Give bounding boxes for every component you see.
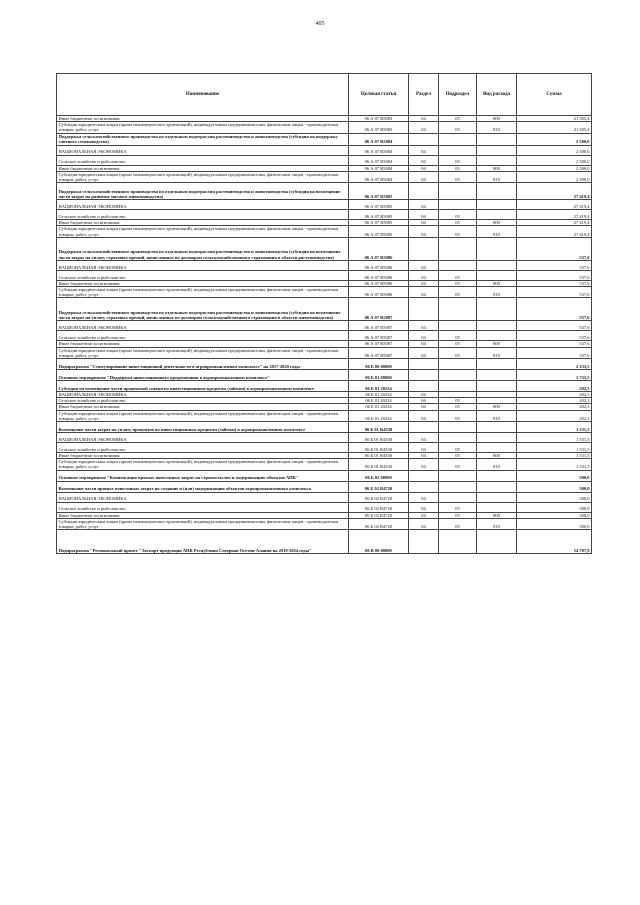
cell-expense-type: [477, 481, 517, 492]
cell-amount: 500,0: [517, 492, 592, 502]
cell-subsection: 05: [439, 280, 477, 286]
cell-expense-type: 810: [477, 459, 517, 470]
cell-expense-type: [477, 183, 517, 200]
cell-subsection: [439, 200, 477, 210]
cell-subsection: 05: [439, 512, 477, 518]
table-row: [57, 155, 592, 165]
cell-expense-type: 810: [477, 122, 517, 133]
cell-amount: 1 531,5: [517, 453, 592, 459]
cell-amount: 537,6: [517, 287, 592, 298]
cell-subsection: 05: [439, 453, 477, 459]
cell-target-article: 06 А 07 R5084: [349, 133, 409, 145]
cell-section: 04: [409, 260, 439, 270]
cell-section: [409, 381, 439, 392]
cell-subsection: [439, 422, 477, 433]
cell-section: [409, 298, 439, 321]
cell-expense-type: 800: [477, 220, 517, 226]
cell-section: [409, 237, 439, 260]
cell-target-article: 06 А 07 R5086: [349, 287, 409, 298]
column-header-target-article: Целевая статья: [349, 74, 409, 116]
cell-name: Субсидии юридическим лицам (кроме некоммерческих организаций), индивидуальным предпринимателям, физическим лицам - производителям товаров, работ, услуг: [57, 171, 349, 182]
cell-expense-type: 810: [477, 410, 517, 421]
cell-subsection: 05: [439, 155, 477, 165]
table-row: [57, 433, 592, 443]
cell-subsection: 05: [439, 347, 477, 358]
cell-subsection: 05: [439, 210, 477, 220]
cell-amount: 21 505,4: [517, 116, 592, 122]
table-row: [57, 492, 592, 502]
cell-target-article: 06 Б 01 R4330: [349, 422, 409, 433]
cell-target-article: 06 Б 02 00000: [349, 470, 409, 481]
cell-subsection: [439, 237, 477, 260]
cell-subsection: [439, 321, 477, 331]
cell-subsection: 05: [439, 443, 477, 453]
cell-subsection: 05: [439, 410, 477, 421]
cell-section: 04: [409, 200, 439, 210]
cell-target-article: 06 Б 00 00000: [349, 359, 409, 370]
cell-target-article: 06 Б 01 20234: [349, 404, 409, 410]
cell-expense-type: 810: [477, 287, 517, 298]
cell-target-article: 06 А 07 R5085: [349, 210, 409, 220]
cell-section: 04: [409, 210, 439, 220]
table-row: [57, 443, 592, 453]
table-row: [57, 210, 592, 220]
cell-amount: 537,6: [517, 331, 592, 341]
cell-section: 04: [409, 347, 439, 358]
cell-target-article: 06 А 07 R5087: [349, 298, 409, 321]
cell-name: Подпрограмма "Стимулирование инвестиционной деятельности в агропромышленном комплексе" на 2017-2020 годы: [57, 359, 349, 370]
cell-section: 04: [409, 410, 439, 421]
table-row: [57, 459, 592, 470]
cell-expense-type: [477, 210, 517, 220]
cell-target-article: 06 Б 01 20234: [349, 410, 409, 421]
cell-target-article: 06 А 07 R5084: [349, 171, 409, 182]
cell-section: 04: [409, 165, 439, 171]
cell-section: [409, 422, 439, 433]
cell-name: Субсидии юридическим лицам (кроме некоммерческих организаций), индивидуальным предпринимателям, физическим лицам - производителям товаров, работ, услуг: [57, 518, 349, 529]
cell-name: Поддержка сельскохозяйственного производства по отдельным подотраслям растениеводства и животноводства (субсидия на поддержку элитного семеноводства): [57, 133, 349, 145]
cell-target-article: 06 Б 01 R4330: [349, 453, 409, 459]
cell-expense-type: [477, 321, 517, 331]
cell-name: Субсидии на возмещение части процентной ставки по инвестиционным кредитам (займам) в агропромышленном комплексе: [57, 381, 349, 392]
cell-section: 04: [409, 341, 439, 347]
cell-subsection: 05: [439, 459, 477, 470]
cell-name: Поддержка сельскохозяйственного производства по отдельным подотраслям растениеводства и животноводства (субсидия на возмещение части затрат на развитие мясного животноводства): [57, 183, 349, 200]
cell-name: Возмещение части затрат на уплату процентов по инвестиционным кредитам (займам) в агропромышленном комплексе: [57, 422, 349, 433]
cell-section: 04: [409, 502, 439, 512]
cell-expense-type: [477, 331, 517, 341]
cell-amount: 1 531,5: [517, 459, 592, 470]
cell-name: НАЦИОНАЛЬНАЯ ЭКОНОМИКА: [57, 492, 349, 502]
cell-target-article: 06 А 07 R5084: [349, 165, 409, 171]
column-header-section: Раздел: [409, 74, 439, 116]
cell-expense-type: [477, 381, 517, 392]
cell-target-article: 06 А 07 R5087: [349, 331, 409, 341]
cell-expense-type: 810: [477, 171, 517, 182]
table-row: [57, 422, 592, 433]
cell-subsection: 05: [439, 171, 477, 182]
cell-section: 04: [409, 226, 439, 237]
cell-amount: 202,3: [517, 381, 592, 392]
cell-expense-type: 810: [477, 518, 517, 529]
cell-section: [409, 370, 439, 381]
cell-target-article: 06 Б 01 R4330: [349, 443, 409, 453]
cell-expense-type: [477, 470, 517, 481]
cell-expense-type: [477, 359, 517, 370]
cell-subsection: [439, 359, 477, 370]
cell-expense-type: 800: [477, 512, 517, 518]
cell-name: НАЦИОНАЛЬНАЯ ЭКОНОМИКА: [57, 392, 349, 398]
cell-name: Сельское хозяйство и рыболовство: [57, 331, 349, 341]
table-row: [57, 331, 592, 341]
cell-expense-type: [477, 260, 517, 270]
cell-section: 04: [409, 443, 439, 453]
cell-section: 04: [409, 459, 439, 470]
cell-expense-type: [477, 502, 517, 512]
cell-expense-type: [477, 270, 517, 280]
table-row: [57, 133, 592, 145]
cell-amount: 202,3: [517, 410, 592, 421]
cell-target-article: 06 Б 02 R4720: [349, 492, 409, 502]
cell-amount: 2 500,0: [517, 155, 592, 165]
cell-subsection: 05: [439, 502, 477, 512]
cell-subsection: [439, 145, 477, 155]
cell-target-article: 06 А 07 R5086: [349, 260, 409, 270]
cell-amount: 2 500,0: [517, 165, 592, 171]
cell-target-article: 06 А 07 R5085: [349, 183, 409, 200]
cell-section: 04: [409, 392, 439, 398]
cell-amount: 27 419,4: [517, 220, 592, 226]
cell-expense-type: [477, 443, 517, 453]
cell-subsection: [439, 481, 477, 492]
table-row: [57, 145, 592, 155]
column-header-subsection: Подраздел: [439, 74, 477, 116]
table-row: [57, 260, 592, 270]
table-row: [57, 502, 592, 512]
cell-section: 04: [409, 453, 439, 459]
cell-name: Возмещение части прямых понесенных затрат на создание и (или) модернизацию объектов агропромышленного комплекса: [57, 481, 349, 492]
table-row: [57, 381, 592, 392]
cell-amount: 202,3: [517, 392, 592, 398]
cell-target-article: 06 Б 02 R4720: [349, 502, 409, 512]
cell-section: [409, 530, 439, 554]
budget-table: [56, 73, 592, 554]
cell-subsection: 05: [439, 287, 477, 298]
column-header-name: Наименование: [57, 74, 349, 116]
cell-target-article: 06 А 07 R5086: [349, 270, 409, 280]
cell-subsection: [439, 260, 477, 270]
cell-amount: 2 500,0: [517, 171, 592, 182]
cell-amount: 27 419,4: [517, 183, 592, 200]
cell-amount: 537,6: [517, 341, 592, 347]
cell-section: 04: [409, 220, 439, 226]
cell-name: Субсидии юридическим лицам (кроме некоммерческих организаций), индивидуальным предпринимателям, физическим лицам - производителям товаров, работ, услуг: [57, 410, 349, 421]
table-row: [57, 298, 592, 321]
cell-name: Поддержка сельскохозяйственного производства по отдельным подотраслям растениеводства и животноводства (субсидия на возмещение части затрат на уплату страховых премий, начисленных по договорам сельскохозяйственного страхования в области животноводства): [57, 298, 349, 321]
cell-section: 04: [409, 404, 439, 410]
cell-name: Поддержка сельскохозяйственного производства по отдельным подотраслям растениеводства и животноводства (субсидия на возмещение части затрат на уплату страховых премий, начисленных по договорам сельскохозяйственного страхования в области растениеводства): [57, 237, 349, 260]
cell-expense-type: [477, 492, 517, 502]
cell-amount: 14 707,9: [517, 530, 592, 554]
table-row: [57, 370, 592, 381]
column-header-amount: Сумма: [517, 74, 592, 116]
table-row: [57, 237, 592, 260]
table-row: [57, 359, 592, 370]
cell-name: НАЦИОНАЛЬНАЯ ЭКОНОМИКА: [57, 433, 349, 443]
cell-subsection: 05: [439, 270, 477, 280]
cell-name: Субсидии юридическим лицам (кроме некоммерческих организаций), индивидуальным предпринимателям, физическим лицам - производителям товаров, работ, услуг: [57, 287, 349, 298]
cell-subsection: 05: [439, 226, 477, 237]
table-row: [57, 347, 592, 358]
cell-expense-type: 800: [477, 280, 517, 286]
cell-expense-type: 800: [477, 165, 517, 171]
cell-subsection: 05: [439, 518, 477, 529]
cell-amount: 21 505,4: [517, 122, 592, 133]
cell-amount: 202,3: [517, 404, 592, 410]
table-row: [57, 518, 592, 529]
cell-amount: 537,6: [517, 260, 592, 270]
cell-name: Иные бюджетные ассигнования: [57, 220, 349, 226]
cell-section: 04: [409, 321, 439, 331]
cell-subsection: 05: [439, 220, 477, 226]
cell-amount: 537,6: [517, 280, 592, 286]
cell-section: 04: [409, 512, 439, 518]
table-row: [57, 470, 592, 481]
cell-amount: 1 733,5: [517, 370, 592, 381]
table-row: [57, 122, 592, 133]
cell-amount: 2 500,0: [517, 145, 592, 155]
cell-target-article: 06 В 00 00000: [349, 530, 409, 554]
cell-amount: 537,6: [517, 298, 592, 321]
table-row: [57, 171, 592, 182]
cell-target-article: 06 А 07 R5084: [349, 145, 409, 155]
cell-subsection: [439, 183, 477, 200]
cell-name: Основное мероприятие "Поддержка инвестиционного кредитования в агропромышленном комплексе": [57, 370, 349, 381]
cell-expense-type: [477, 422, 517, 433]
cell-subsection: [439, 470, 477, 481]
cell-target-article: 06 А 07 R5085: [349, 220, 409, 226]
cell-amount: 537,6: [517, 321, 592, 331]
cell-section: [409, 470, 439, 481]
cell-subsection: 05: [439, 331, 477, 341]
cell-amount: 27 419,4: [517, 226, 592, 237]
cell-target-article: 06 Б 02 R4720: [349, 481, 409, 492]
cell-section: 04: [409, 145, 439, 155]
cell-name: Сельское хозяйство и рыболовство: [57, 502, 349, 512]
cell-target-article: 06 Б 01 20234: [349, 381, 409, 392]
cell-subsection: [439, 492, 477, 502]
cell-expense-type: [477, 237, 517, 260]
table-row: [57, 183, 592, 200]
cell-subsection: [439, 530, 477, 554]
cell-expense-type: [477, 155, 517, 165]
cell-amount: 500,0: [517, 470, 592, 481]
cell-name: Субсидии юридическим лицам (кроме некоммерческих организаций), индивидуальным предпринимателям, физическим лицам - производителям товаров, работ, услуг: [57, 122, 349, 133]
cell-name: Основное мероприятие "Компенсация прямых понесенных затрат на строительство и модернизацию объектов АПК": [57, 470, 349, 481]
cell-subsection: 05: [439, 398, 477, 404]
cell-expense-type: [477, 133, 517, 145]
cell-subsection: [439, 433, 477, 443]
cell-amount: 537,6: [517, 237, 592, 260]
cell-amount: 2 500,0: [517, 133, 592, 145]
cell-target-article: 06 А 07 R5087: [349, 347, 409, 358]
cell-amount: 27 419,4: [517, 210, 592, 220]
page-number: 405: [315, 21, 325, 27]
cell-section: 04: [409, 433, 439, 443]
cell-section: 04: [409, 331, 439, 341]
cell-name: Иные бюджетные ассигнования: [57, 453, 349, 459]
cell-amount: 1 531,5: [517, 433, 592, 443]
table-row: [57, 410, 592, 421]
cell-section: 04: [409, 155, 439, 165]
cell-section: 04: [409, 280, 439, 286]
cell-section: 04: [409, 116, 439, 122]
cell-expense-type: 810: [477, 226, 517, 237]
cell-target-article: 06 А 07 R5087: [349, 341, 409, 347]
cell-amount: 537,6: [517, 347, 592, 358]
cell-target-article: 06 А 07 R5085: [349, 226, 409, 237]
cell-subsection: 05: [439, 116, 477, 122]
cell-amount: 27 419,4: [517, 200, 592, 210]
cell-name: Субсидии юридическим лицам (кроме некоммерческих организаций), индивидуальным предпринимателям, физическим лицам - производителям товаров, работ, услуг: [57, 459, 349, 470]
cell-name: Иные бюджетные ассигнования: [57, 404, 349, 410]
cell-amount: 202,3: [517, 398, 592, 404]
cell-target-article: 06 А 07 R5083: [349, 116, 409, 122]
cell-name: Иные бюджетные ассигнования: [57, 280, 349, 286]
cell-name: Сельское хозяйство и рыболовство: [57, 155, 349, 165]
cell-expense-type: [477, 145, 517, 155]
cell-section: 04: [409, 270, 439, 280]
cell-section: 04: [409, 492, 439, 502]
cell-target-article: 06 А 07 R5086: [349, 237, 409, 260]
cell-name: НАЦИОНАЛЬНАЯ ЭКОНОМИКА: [57, 321, 349, 331]
cell-name: НАЦИОНАЛЬНАЯ ЭКОНОМИКА: [57, 145, 349, 155]
header-row: [57, 74, 592, 116]
cell-amount: 2 233,5: [517, 359, 592, 370]
cell-subsection: [439, 370, 477, 381]
cell-name: Иные бюджетные ассигнования: [57, 165, 349, 171]
cell-subsection: 05: [439, 341, 477, 347]
cell-section: [409, 481, 439, 492]
cell-name: Субсидии юридическим лицам (кроме некоммерческих организаций), индивидуальным предпринимателям, физическим лицам - производителям товаров, работ, услуг: [57, 226, 349, 237]
cell-section: 04: [409, 287, 439, 298]
cell-target-article: 06 А 07 R5084: [349, 155, 409, 165]
cell-expense-type: [477, 298, 517, 321]
column-header-expense-type: Вид расхода: [477, 74, 517, 116]
cell-amount: 500,0: [517, 481, 592, 492]
cell-expense-type: 800: [477, 453, 517, 459]
cell-expense-type: 800: [477, 404, 517, 410]
cell-name: НАЦИОНАЛЬНАЯ ЭКОНОМИКА: [57, 200, 349, 210]
cell-target-article: 06 Б 01 00000: [349, 370, 409, 381]
cell-section: [409, 183, 439, 200]
cell-section: 04: [409, 398, 439, 404]
cell-target-article: 06 А 07 R5087: [349, 321, 409, 331]
cell-section: 04: [409, 171, 439, 182]
cell-target-article: 06 А 07 R5086: [349, 280, 409, 286]
cell-expense-type: 800: [477, 341, 517, 347]
cell-target-article: 06 Б 01 20234: [349, 398, 409, 404]
cell-name: Сельское хозяйство и рыболовство: [57, 443, 349, 453]
cell-section: [409, 133, 439, 145]
cell-name: Сельское хозяйство и рыболовство: [57, 398, 349, 404]
cell-expense-type: [477, 530, 517, 554]
table-body: [57, 116, 592, 554]
cell-target-article: 06 А 07 R5085: [349, 200, 409, 210]
table-row: [57, 481, 592, 492]
cell-expense-type: [477, 433, 517, 443]
cell-amount: 1 531,5: [517, 422, 592, 433]
table-row: [57, 226, 592, 237]
cell-amount: 1 531,5: [517, 443, 592, 453]
cell-subsection: 05: [439, 404, 477, 410]
cell-name: НАЦИОНАЛЬНАЯ ЭКОНОМИКА: [57, 260, 349, 270]
cell-subsection: [439, 298, 477, 321]
cell-amount: 500,0: [517, 512, 592, 518]
table-row: [57, 270, 592, 280]
table-row: [57, 200, 592, 210]
cell-name: Сельское хозяйство и рыболовство: [57, 210, 349, 220]
cell-section: 04: [409, 122, 439, 133]
cell-amount: 537,6: [517, 270, 592, 280]
cell-name: Сельское хозяйство и рыболовство: [57, 270, 349, 280]
cell-subsection: 05: [439, 165, 477, 171]
cell-target-article: 06 А 07 R5083: [349, 122, 409, 133]
cell-expense-type: 800: [477, 116, 517, 122]
cell-subsection: 05: [439, 122, 477, 133]
cell-subsection: [439, 381, 477, 392]
cell-target-article: 06 Б 01 20234: [349, 392, 409, 398]
cell-amount: 500,0: [517, 502, 592, 512]
cell-expense-type: [477, 200, 517, 210]
cell-section: [409, 359, 439, 370]
cell-expense-type: 810: [477, 347, 517, 358]
cell-expense-type: [477, 370, 517, 381]
table-row: [57, 530, 592, 554]
table-row: [57, 321, 592, 331]
cell-name: Подпрограмма "Региональный проект "Экспорт продукции АПК Республики Северная Осетия-Алания на 2019-2024 годы": [57, 530, 349, 554]
cell-name: Иные бюджетные ассигнования: [57, 116, 349, 122]
cell-section: 04: [409, 518, 439, 529]
cell-target-article: 06 Б 01 R4330: [349, 433, 409, 443]
cell-target-article: 06 Б 02 R4720: [349, 512, 409, 518]
cell-target-article: 06 Б 02 R4720: [349, 518, 409, 529]
cell-subsection: [439, 133, 477, 145]
table-row: [57, 287, 592, 298]
cell-name: Иные бюджетные ассигнования: [57, 341, 349, 347]
cell-name: Иные бюджетные ассигнования: [57, 512, 349, 518]
cell-name: Субсидии юридическим лицам (кроме некоммерческих организаций), индивидуальным предпринимателям, физическим лицам - производителям товаров, работ, услуг: [57, 347, 349, 358]
cell-amount: 500,0: [517, 518, 592, 529]
cell-target-article: 06 Б 01 R4330: [349, 459, 409, 470]
